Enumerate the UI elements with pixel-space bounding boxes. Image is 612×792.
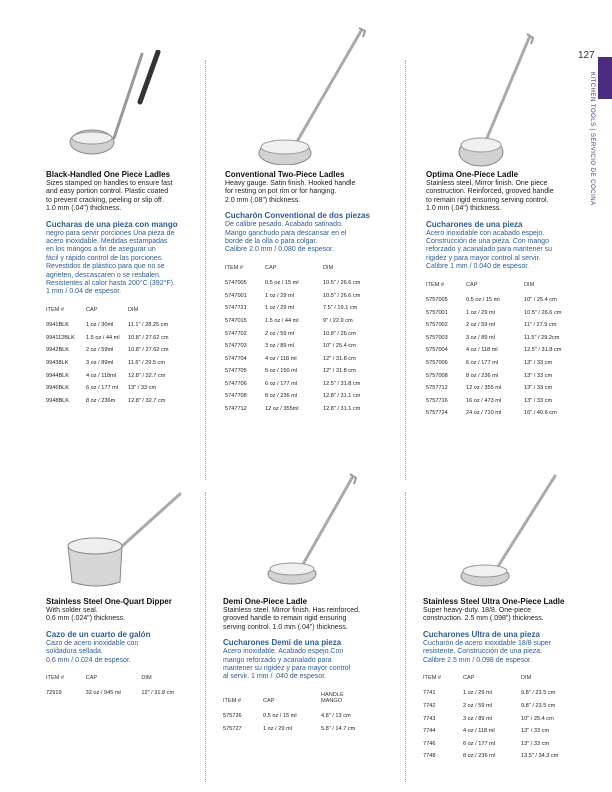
table-cell: 5747015 bbox=[225, 317, 247, 324]
table-row bbox=[423, 712, 581, 725]
table-cell: 6 oz / 177 ml bbox=[86, 385, 119, 392]
column-header: ITEM # bbox=[426, 281, 445, 288]
table-cell: 9.8" / 23.5 cm bbox=[521, 702, 556, 709]
table-cell: 575726 bbox=[223, 713, 242, 720]
table-cell: 5747702 bbox=[225, 330, 247, 337]
table-cell: 9946BLK bbox=[46, 385, 70, 392]
table-cell: 13" / 33 cm bbox=[524, 397, 553, 404]
table-cell: 5757716 bbox=[426, 397, 448, 404]
table-header-row bbox=[223, 692, 381, 710]
table-cell: 4 oz / 118 ml bbox=[466, 347, 498, 354]
product-title-es: Cazo de un cuarto de galón bbox=[46, 629, 151, 639]
dipper-photo bbox=[60, 490, 190, 590]
table-cell: 13" / 33 cm bbox=[524, 372, 553, 379]
table-cell: 1.5 oz / 44 ml bbox=[265, 317, 299, 324]
table-row bbox=[46, 369, 188, 382]
table-cell: 10.5" / 26.6 cm bbox=[323, 280, 361, 287]
table-row bbox=[46, 331, 188, 344]
page-number: 127 bbox=[578, 50, 595, 61]
table-cell: 10.8" / 27.62 cm bbox=[128, 334, 169, 341]
table-cell: 1.5 oz / 44 ml bbox=[86, 334, 120, 341]
table-cell: 0.5 oz / 15 ml bbox=[466, 296, 500, 303]
table-row bbox=[426, 319, 584, 332]
table-cell: 10.8" / 26 cm bbox=[323, 330, 356, 337]
section-tab bbox=[598, 57, 612, 99]
table-cell: 12.5" / 31.8 cm bbox=[524, 347, 562, 354]
product-description-es: negro para servir porciones Una pieza de acero inoxidable. Medidas estampadas en los mangos a fin de asegurar un fácil y rápido control de las porciones. Revestidos de plástico para que no se agrieten, descascaren o se resbalen. Resistentes al calor hasta 200°C (392°F). 1 mm / 0.04 de espesor. bbox=[46, 229, 175, 296]
table-cell: 5747005 bbox=[225, 280, 247, 287]
table-cell: 5757002 bbox=[426, 322, 448, 329]
table-cell: 8 oz / 236m bbox=[86, 397, 116, 404]
column-header: ITEM # bbox=[225, 264, 244, 271]
table-row bbox=[423, 737, 581, 750]
table-row bbox=[426, 331, 584, 344]
product-black-handled-ladles bbox=[46, 170, 201, 407]
table-cell: 12" / 31.8 cm bbox=[323, 355, 356, 362]
table-cell: 5747705 bbox=[225, 368, 247, 375]
table-row bbox=[426, 382, 584, 395]
column-header: ITEM # bbox=[46, 675, 65, 682]
product-title: Black-Handled One Piece Ladles bbox=[46, 170, 171, 179]
table-cell: 12.8" / 32.7 cm bbox=[128, 372, 166, 379]
table-cell: 1 oz / 29 ml bbox=[463, 690, 492, 697]
table-cell: 5747703 bbox=[225, 343, 247, 350]
table-cell: 3 oz / 89 ml bbox=[463, 715, 492, 722]
table-cell: 8 oz / 236 ml bbox=[265, 393, 298, 400]
table-row bbox=[423, 700, 581, 713]
table-header-row bbox=[46, 675, 201, 687]
table-cell: 4.8" / 13 cm bbox=[321, 713, 351, 720]
table-cell: 2 oz / 59ml bbox=[86, 347, 114, 354]
table-cell: 1 oz / 29 ml bbox=[265, 292, 294, 299]
table-row bbox=[225, 289, 383, 302]
table-cell: 7746 bbox=[423, 740, 436, 747]
table-cell: 7.5" / 19.1 cm bbox=[323, 305, 358, 312]
table-row bbox=[423, 725, 581, 738]
table-row bbox=[225, 352, 383, 365]
spec-table bbox=[223, 692, 381, 735]
product-description-es: Cucharón de acero inoxidable 18/8 super resistente. Construcción de una pieza. Calibre 2.5 mm / 0.098 de espesor. bbox=[423, 639, 552, 664]
table-cell: 9" / 22.9 cm bbox=[323, 317, 353, 324]
table-cell: 7744 bbox=[423, 728, 436, 735]
table-cell: 5757712 bbox=[426, 385, 448, 392]
table-row bbox=[225, 390, 383, 403]
optima-ladle-photo bbox=[453, 30, 543, 170]
table-cell: 9948BLK bbox=[46, 397, 70, 404]
ultra-ladle-photo bbox=[455, 472, 565, 592]
column-divider bbox=[205, 60, 206, 480]
product-title: Stainless Steel One-Quart Dipper bbox=[46, 597, 172, 606]
product-title-es: Cucharones Ultra de una pieza bbox=[423, 629, 540, 639]
table-cell: 9942BLK bbox=[46, 347, 70, 354]
table-cell: 575727 bbox=[223, 725, 242, 732]
product-title: Demi One-Piece Ladle bbox=[223, 597, 308, 606]
table-cell: 5747708 bbox=[225, 393, 247, 400]
product-title-es: Cucharones Demi de una pieza bbox=[223, 638, 342, 648]
table-row bbox=[423, 687, 581, 700]
product-title-es: Cucharón Conventional de dos piezas bbox=[225, 211, 370, 221]
spec-table bbox=[46, 675, 201, 700]
table-cell: 0.5 oz / 15 ml bbox=[265, 280, 299, 287]
table-cell: 32 oz / 945 ml bbox=[85, 690, 121, 697]
column-header: CAP bbox=[263, 697, 275, 704]
table-cell: 11" / 27.9 cm bbox=[524, 322, 557, 329]
conventional-ladle-photo bbox=[255, 25, 375, 165]
table-cell: 13" / 33 cm bbox=[524, 385, 553, 392]
demi-ladle-photo bbox=[262, 470, 372, 590]
table-cell: 3 oz / 89 ml bbox=[265, 343, 294, 350]
table-cell: 7743 bbox=[423, 715, 436, 722]
table-cell: 7741 bbox=[423, 690, 436, 697]
table-row bbox=[225, 403, 383, 416]
table-cell: 12.8" / 32.7 cm bbox=[128, 397, 166, 404]
table-cell: 994112BLK bbox=[46, 334, 75, 341]
table-cell: 12.8" / 31.1 cm bbox=[323, 406, 361, 413]
table-row bbox=[46, 357, 188, 370]
table-row bbox=[426, 357, 584, 370]
column-divider bbox=[205, 492, 206, 782]
column-header: ITEM # bbox=[423, 675, 442, 682]
table-cell: 5757008 bbox=[426, 372, 448, 379]
table-row bbox=[423, 750, 581, 763]
table-cell: 24 oz / 710 ml bbox=[466, 410, 502, 417]
table-cell: 1 oz / 29 ml bbox=[263, 725, 292, 732]
black-handled-ladle-photo bbox=[62, 50, 172, 165]
column-header: CAP bbox=[86, 306, 98, 313]
column-divider bbox=[405, 492, 406, 782]
table-cell: 1 oz / 30ml bbox=[86, 322, 114, 329]
table-row bbox=[225, 315, 383, 328]
table-cell: 10.8" / 27.62 cm bbox=[128, 347, 169, 354]
table-cell: 4 oz / 118 ml bbox=[463, 728, 495, 735]
table-cell: 11.5" / 29.2cm bbox=[524, 334, 560, 341]
table-cell: 5757005 bbox=[426, 296, 448, 303]
table-header-row bbox=[46, 307, 188, 319]
table-cell: 5747704 bbox=[225, 355, 247, 362]
product-optima-ladle bbox=[426, 170, 586, 420]
table-cell: 4 oz / 118ml bbox=[86, 372, 117, 379]
table-cell: 5747001 bbox=[225, 292, 247, 299]
column-divider bbox=[405, 60, 406, 480]
table-cell: 9941BLK bbox=[46, 322, 70, 329]
table-cell: 10" / 25.4 cm bbox=[521, 715, 554, 722]
table-cell: 16" / 40.6 cm bbox=[524, 410, 557, 417]
product-demi-ladle bbox=[223, 597, 398, 735]
table-row bbox=[426, 294, 584, 307]
table-cell: 6 oz / 177 ml bbox=[463, 740, 496, 747]
spec-table bbox=[423, 675, 581, 763]
table-cell: 10.5" / 26.6 cm bbox=[524, 309, 562, 316]
table-cell: 5 oz / 150 ml bbox=[265, 368, 298, 375]
product-title: Stainless Steel Ultra One-Piece Ladle bbox=[423, 597, 565, 606]
table-header-row bbox=[225, 265, 383, 277]
column-header: DIM bbox=[521, 675, 532, 682]
table-cell: 10" / 25.4 cm bbox=[524, 296, 557, 303]
table-row bbox=[46, 319, 188, 332]
column-header: ITEM # bbox=[46, 306, 65, 313]
product-description-en: Heavy gauge. Satin finish. Hooked handle for resting on pot rim or for hanging. 2.0 mm (.08") thickness. bbox=[225, 180, 356, 204]
table-cell: 7742 bbox=[423, 702, 436, 709]
table-cell: 13" / 33 cm bbox=[521, 740, 550, 747]
table-row bbox=[225, 327, 383, 340]
column-header: DIM bbox=[141, 675, 152, 682]
table-cell: 13.5" / 34.3 cm bbox=[521, 753, 559, 760]
table-cell: 13" / 33 cm bbox=[524, 359, 553, 366]
product-title-es: Cucharas de una pieza con mango bbox=[46, 219, 178, 229]
column-header: HANDLE MANGO bbox=[321, 691, 344, 704]
table-cell: 3 oz / 89 ml bbox=[466, 334, 495, 341]
table-row bbox=[225, 378, 383, 391]
table-row bbox=[426, 394, 584, 407]
table-cell: 5747721 bbox=[225, 305, 247, 312]
product-description-es: Cazo de acero inoxidable con soldadura sellada. 0.6 mm / 0.024 de espesor. bbox=[46, 639, 139, 664]
table-row bbox=[223, 722, 381, 735]
product-description-es: De calibre pesado. Acabado satinado. Mango ganchudo para descansar en el borde de la olla o para colgar. Calibre 2.0 mm / 0.080 de espesor. bbox=[225, 221, 347, 254]
table-cell: 5747712 bbox=[225, 406, 247, 413]
product-title: Conventional Two-Piece Ladles bbox=[225, 170, 345, 179]
column-header: DIM bbox=[524, 281, 535, 288]
product-one-quart-dipper bbox=[46, 597, 201, 700]
column-header: CAP bbox=[466, 281, 478, 288]
table-row bbox=[426, 344, 584, 357]
table-cell: 5757001 bbox=[426, 309, 448, 316]
table-header-row bbox=[426, 282, 584, 294]
table-cell: 0.5 oz / 15 ml bbox=[263, 713, 297, 720]
table-cell: 8 oz / 236 ml bbox=[466, 372, 499, 379]
product-description-en: Stainless steel, Mirror finish. One piece construction. Reinforced, grooved handle to remain rigid ensuring serving control. 1.0 mm (.04") thickness. bbox=[426, 180, 554, 213]
table-cell: 10.5" / 26.6 cm bbox=[323, 292, 361, 299]
product-title-es: Cucharones de una pieza bbox=[426, 219, 523, 229]
table-cell: 3 oz / 89ml bbox=[86, 359, 114, 366]
product-description-en: Super heavy-duty. 18/8. One-piece construction. 2.5 mm (.098") thickness. bbox=[423, 607, 544, 623]
table-cell: 5757724 bbox=[426, 410, 448, 417]
table-cell: 12.5" / 31.8 cm bbox=[323, 380, 361, 387]
table-row bbox=[225, 365, 383, 378]
column-header: CAP bbox=[463, 675, 475, 682]
table-cell: 5757004 bbox=[426, 347, 448, 354]
product-description-en: With solder seal. 0.6 mm (.024") thickness. bbox=[46, 607, 126, 623]
table-cell: 7748 bbox=[423, 753, 436, 760]
table-cell: 6 oz / 177 ml bbox=[466, 359, 499, 366]
table-cell: 9944BLK bbox=[46, 372, 70, 379]
table-cell: 8 oz / 236 ml bbox=[463, 753, 496, 760]
spec-table bbox=[46, 307, 188, 407]
table-cell: 5757006 bbox=[426, 359, 448, 366]
table-cell: 16 oz / 473 ml bbox=[466, 397, 502, 404]
product-description-es: Acero inoxidable con acabado espejo. Construcción de una pieza. Con mango reforzado y acanalado para mantener su rigidez y para mayor control al servir. Calibre 1 mm / 0.040 de espesor. bbox=[426, 229, 553, 271]
table-row bbox=[46, 344, 188, 357]
product-ultra-ladle bbox=[423, 597, 593, 763]
table-header-row bbox=[423, 675, 581, 687]
table-cell: 11.6" / 29.5 cm bbox=[128, 359, 166, 366]
table-cell: 9.8" / 23.5 cm bbox=[521, 690, 556, 697]
table-row bbox=[225, 340, 383, 353]
table-cell: 2 oz / 59 ml bbox=[463, 702, 492, 709]
table-cell: 12 oz / 355ml bbox=[265, 406, 299, 413]
table-cell: 2 oz / 59 ml bbox=[265, 330, 294, 337]
table-cell: 4 oz / 118 ml bbox=[265, 355, 297, 362]
product-description-en: Stainless steel. Mirror finish. Has reinforced, grooved handle to remain rigid ensuring serving control. 1.0 mm (.04") thickness. bbox=[223, 607, 360, 631]
table-row bbox=[426, 407, 584, 420]
table-cell: 10" / 25.4 cm bbox=[323, 343, 356, 350]
table-cell: 13" / 33 cm bbox=[128, 385, 157, 392]
table-cell: 12 oz / 355 ml bbox=[466, 385, 502, 392]
table-row bbox=[426, 369, 584, 382]
table-cell: 6 oz / 177 ml bbox=[265, 380, 298, 387]
column-header: DIM bbox=[323, 264, 334, 271]
table-row bbox=[225, 277, 383, 290]
table-cell: 5.8" / 14.7 cm bbox=[321, 725, 356, 732]
table-cell: 1 oz / 29 ml bbox=[466, 309, 495, 316]
table-cell: 5747706 bbox=[225, 380, 247, 387]
table-cell: 1 oz / 29 ml bbox=[265, 305, 294, 312]
section-label: KITCHEN TOOLS | SERVICIO DE COCINA bbox=[589, 72, 595, 206]
table-row bbox=[46, 687, 201, 700]
spec-table bbox=[426, 282, 584, 420]
column-header: CAP bbox=[265, 264, 277, 271]
product-description-es: Acero inoxidable. Acabado espejo.Con mango reforzado y acanalado para mantener su rigidez y para mayor control al servir. 1 mm / .040 de espesor. bbox=[223, 648, 351, 681]
table-cell: 72919 bbox=[46, 690, 62, 697]
table-cell: 13" / 33 cm bbox=[521, 728, 550, 735]
table-cell: 11.1" / 28.25 cm bbox=[128, 322, 169, 329]
table-row bbox=[46, 394, 188, 407]
table-cell: 5757003 bbox=[426, 334, 448, 341]
table-cell: 12" / 31.8 cm bbox=[141, 690, 175, 697]
table-row bbox=[426, 306, 584, 319]
table-cell: 99438LK bbox=[46, 359, 69, 366]
table-row bbox=[225, 302, 383, 315]
product-title: Optima One-Piece Ladle bbox=[426, 170, 519, 179]
column-header: CAP bbox=[85, 675, 98, 682]
column-header: DIM bbox=[128, 306, 139, 313]
table-cell: 2 oz / 59 ml bbox=[466, 322, 495, 329]
product-conventional-ladles bbox=[225, 170, 395, 415]
table-row bbox=[46, 382, 188, 395]
table-cell: 12" / 31.8 cm bbox=[323, 368, 356, 375]
spec-table bbox=[225, 265, 383, 416]
table-cell: 12.8" / 31.1 cm bbox=[323, 393, 361, 400]
table-row bbox=[223, 710, 381, 723]
column-header: ITEM # bbox=[223, 697, 242, 704]
product-description-en: Sizes stamped on handles to ensure fast and easy portion control. Plastic coated to prevent cracking, peeling or slip off. 1.0 mm (.04") thickness. bbox=[46, 180, 173, 213]
